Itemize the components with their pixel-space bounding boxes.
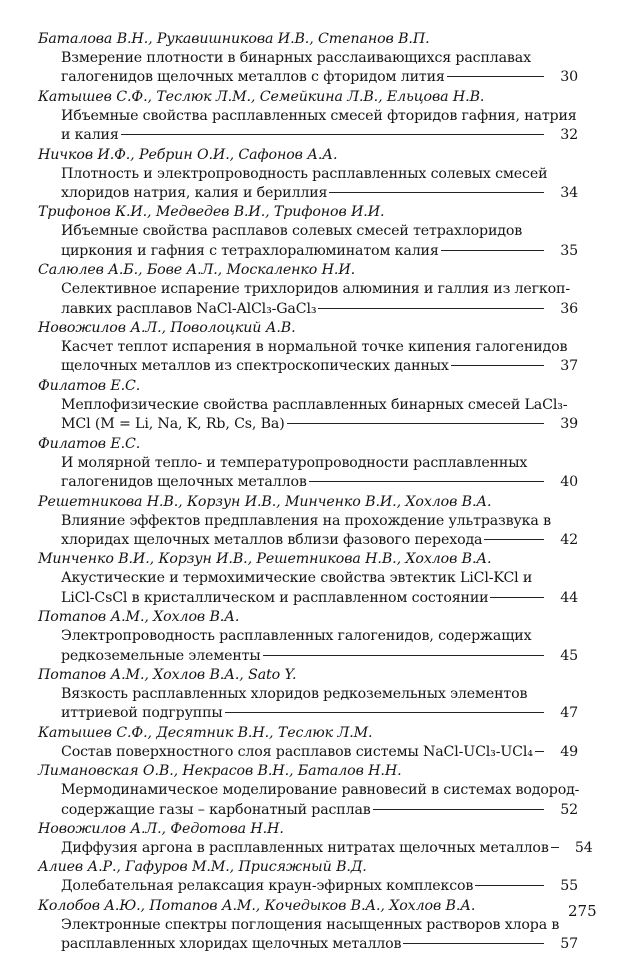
entry-authors: Новожилов А.Л., Поволоцкий А.В. <box>38 320 296 337</box>
dot-leader <box>535 751 544 752</box>
dot-leader <box>441 250 544 251</box>
entry-title-line: Мeплофизические свойства расплавленных бинарных смесей LaCl₃- <box>61 396 568 413</box>
entry-title <box>61 685 578 724</box>
dot-leader <box>287 423 544 424</box>
entry-title-text: Состав поверхностного слоя расплавов системы NaCl-UCl₃-UCl₄ <box>61 743 533 760</box>
entry-title-last-line <box>61 473 578 492</box>
entry-title-text: MCl (M = Li, Na, K, Rb, Cs, Ba) <box>61 416 285 433</box>
entry-title <box>61 454 578 493</box>
entry-title-line: Акустические и термохимические свойства эвтектик LiCl-KCl и <box>61 570 533 587</box>
dot-leader <box>451 365 544 366</box>
entry-title-text: хлоридов натрия, калия и бериллия <box>61 185 328 202</box>
toc-entry <box>38 88 578 146</box>
entry-page-number: 40 <box>560 474 578 491</box>
entry-page-number: 45 <box>560 647 578 664</box>
dot-leader <box>490 597 544 598</box>
entry-title <box>61 222 578 261</box>
entry-title-line: Ибъемные свойства расплавов солевых смесей тетрахлоридов <box>61 223 523 240</box>
toc-entry <box>38 435 578 493</box>
toc-entry <box>38 820 593 858</box>
toc-entry <box>38 762 578 820</box>
entry-title-last-line <box>61 839 593 858</box>
entry-title-text: лавких расплавов NaCl-AlCl₃-GaCl₃ <box>61 300 317 317</box>
entry-title-text: хлоридах щелочных металлов вблизи фазового перехода <box>61 531 483 548</box>
entry-title-line: Электронные спектры поглощения насыщенных растворов хлора в <box>61 916 560 933</box>
entry-authors: Лимановская О.В., Некрасов В.Н., Баталов Н.Н. <box>38 763 402 780</box>
dot-leader <box>551 847 559 848</box>
entry-title <box>61 107 578 146</box>
entry-authors: Потапов А.М., Хохлов В.А. <box>38 609 240 626</box>
entry-authors: Алиев А.Р., Гафуров М.М., Присяжный В.Д. <box>38 859 367 876</box>
entry-page-number: 54 <box>574 839 593 856</box>
dot-leader <box>309 481 544 482</box>
entry-page-number: 42 <box>560 531 578 548</box>
toc-entry <box>38 377 578 435</box>
entry-title-last-line <box>61 68 578 87</box>
entry-title-last-line <box>61 415 578 434</box>
entry-page-number: 47 <box>560 705 578 722</box>
entry-title <box>61 338 578 377</box>
entry-title <box>61 512 578 551</box>
entry-page-number: 34 <box>560 185 578 202</box>
entry-title-last-line <box>61 531 578 550</box>
toc-entry <box>38 146 578 204</box>
entry-authors: Салюлев А.Б., Бове А.Л., Москаленко Н.И. <box>38 262 356 279</box>
page-number: 275 <box>568 902 597 920</box>
toc-entry <box>38 319 578 377</box>
entry-title <box>61 280 578 319</box>
entry-title-last-line <box>61 935 578 954</box>
entry-title <box>61 627 578 666</box>
entry-authors: Ничков И.Ф., Ребрин О.И., Сафонов А.А. <box>38 146 338 163</box>
entry-title-text: LiCl-CsCl в кристаллическом и расплавленном состоянии <box>61 589 489 606</box>
entry-authors: Катышев С.Ф., Десятник В.Н., Теслюк Л.М. <box>38 724 373 741</box>
entry-title-text: и калия <box>61 127 119 144</box>
dot-leader <box>121 134 544 135</box>
entry-authors: Баталова В.Н., Рукавишникова И.В., Степанов В.П. <box>38 31 430 47</box>
entry-authors: Катышев С.Ф., Теслюк Л.М., Семейкина Л.В., Ельцова Н.В. <box>38 88 485 105</box>
entry-title <box>61 781 578 820</box>
toc-entry <box>38 724 578 762</box>
toc-entry <box>38 30 578 88</box>
entry-page-number: 37 <box>560 358 578 375</box>
entry-title <box>61 49 578 88</box>
entry-title-text: иттриевой подгруппы <box>61 705 223 722</box>
dot-leader <box>447 76 544 77</box>
entry-title-text: циркония и гафния с тетрахлоралюминатом калия <box>61 242 439 259</box>
entry-page-number: 52 <box>560 801 578 818</box>
entry-authors: Филатов Е.С. <box>38 435 141 452</box>
entry-title-line: Касчет теплот испарения в нормальной точке кипения галогенидов <box>61 339 568 356</box>
toc-entry <box>38 550 578 608</box>
dot-leader <box>373 809 544 810</box>
entry-title-last-line <box>61 357 578 376</box>
entry-title <box>61 396 578 435</box>
entry-title-line: Электропроводность расплавленных галогенидов, содержащих <box>61 628 532 645</box>
dot-leader <box>225 712 544 713</box>
entry-title-text: Диффузия аргона в расплавленных нитратах щелочных металлов <box>61 839 549 856</box>
entry-title-line: Селективное испарение трихлоридов алюминия и галлия из легкоп- <box>61 281 570 298</box>
entry-title-last-line <box>61 589 578 608</box>
entry-page-number: 49 <box>560 743 578 760</box>
entry-title-last-line <box>61 300 578 319</box>
entry-title-text: расплавленных хлоридах щелочных металлов <box>61 936 402 953</box>
dot-leader <box>329 192 544 193</box>
entry-title-last-line <box>61 801 578 820</box>
entry-title <box>61 877 578 896</box>
entry-title <box>61 569 578 608</box>
toc-entry <box>38 666 578 724</box>
entry-title-last-line <box>61 126 578 145</box>
toc-entry <box>38 897 578 955</box>
entry-authors: Колобов А.Ю., Потапов А.М., Кочедыков В.А., Хохлов В.А. <box>38 897 476 914</box>
entry-title-line: Плотность и электропроводность расплавленных солевых смесей <box>61 165 548 182</box>
entry-title-line: Мермодинамическое моделирование равновесий в системах водород- <box>61 782 580 799</box>
entry-page-number: 44 <box>560 589 578 606</box>
entry-authors: Потапов А.М., Хохлов В.А., Sato Y. <box>38 666 297 683</box>
entry-title-text: щелочных металлов из спектроскопических данных <box>61 358 449 375</box>
entry-authors: Филатов Е.С. <box>38 377 141 394</box>
entry-authors: Решетникова Н.В., Корзун И.В., Минченко В.И., Хохлов В.А. <box>38 493 492 510</box>
toc-entry <box>38 493 578 551</box>
toc-entry <box>38 203 578 261</box>
entry-title <box>61 743 578 762</box>
entry-page-number: 55 <box>560 878 578 895</box>
entry-title-text: содержащие газы – карбонатный расплав <box>61 801 371 818</box>
entry-authors: Новожилов А.Л., Федотова Н.Н. <box>38 820 284 837</box>
entry-title-last-line <box>61 704 578 723</box>
entry-authors: Минченко В.И., Корзун И.В., Решетникова Н.В., Хохлов В.А. <box>38 551 492 568</box>
entry-title-last-line <box>61 743 578 762</box>
toc-entry <box>38 608 578 666</box>
entry-title-text: галогенидов щелочных металлов с фторидом лития <box>61 69 445 86</box>
dot-leader <box>475 885 544 886</box>
entry-page-number: 35 <box>560 242 578 259</box>
entry-title-last-line <box>61 647 578 666</box>
toc-entry <box>38 261 578 319</box>
entry-title <box>61 165 578 204</box>
toc-entry <box>38 858 578 896</box>
entry-page-number: 32 <box>560 127 578 144</box>
dot-leader <box>484 539 544 540</box>
entry-page-number: 30 <box>560 69 578 86</box>
entry-title-line: Вязкость расплавленных хлоридов редкоземельных элементов <box>61 685 528 702</box>
entry-title-last-line <box>61 877 578 896</box>
entry-title-text: галогенидов щелочных металлов <box>61 474 307 491</box>
entry-title-text: Долебательная релаксация краун-эфирных комплексов <box>61 878 474 895</box>
entry-title-line: Влияние эффектов предплавления на прохождение ультразвука в <box>61 512 551 529</box>
entry-title-line: И молярной тепло- и температуропроводности расплавленных <box>61 454 528 471</box>
entry-title-last-line <box>61 242 578 261</box>
entry-title-last-line <box>61 184 578 203</box>
entry-authors: Трифонов К.И., Медведев В.И., Трифонов И.И. <box>38 204 385 221</box>
entry-page-number: 36 <box>560 300 578 317</box>
dot-leader <box>318 308 544 309</box>
entry-title-line: Взмерение плотности в бинарных расслаивающихся расплавах <box>61 50 531 66</box>
dot-leader <box>403 943 544 944</box>
entry-page-number: 39 <box>560 416 578 433</box>
entry-page-number: 57 <box>560 936 578 953</box>
entry-title <box>61 839 593 858</box>
dot-leader <box>263 655 544 656</box>
entry-title-line: Ибъемные свойства расплавленных смесей фторидов гафния, натрия <box>61 107 577 124</box>
entry-title-text: редкоземельные элементы <box>61 647 261 664</box>
entry-title <box>61 916 578 955</box>
